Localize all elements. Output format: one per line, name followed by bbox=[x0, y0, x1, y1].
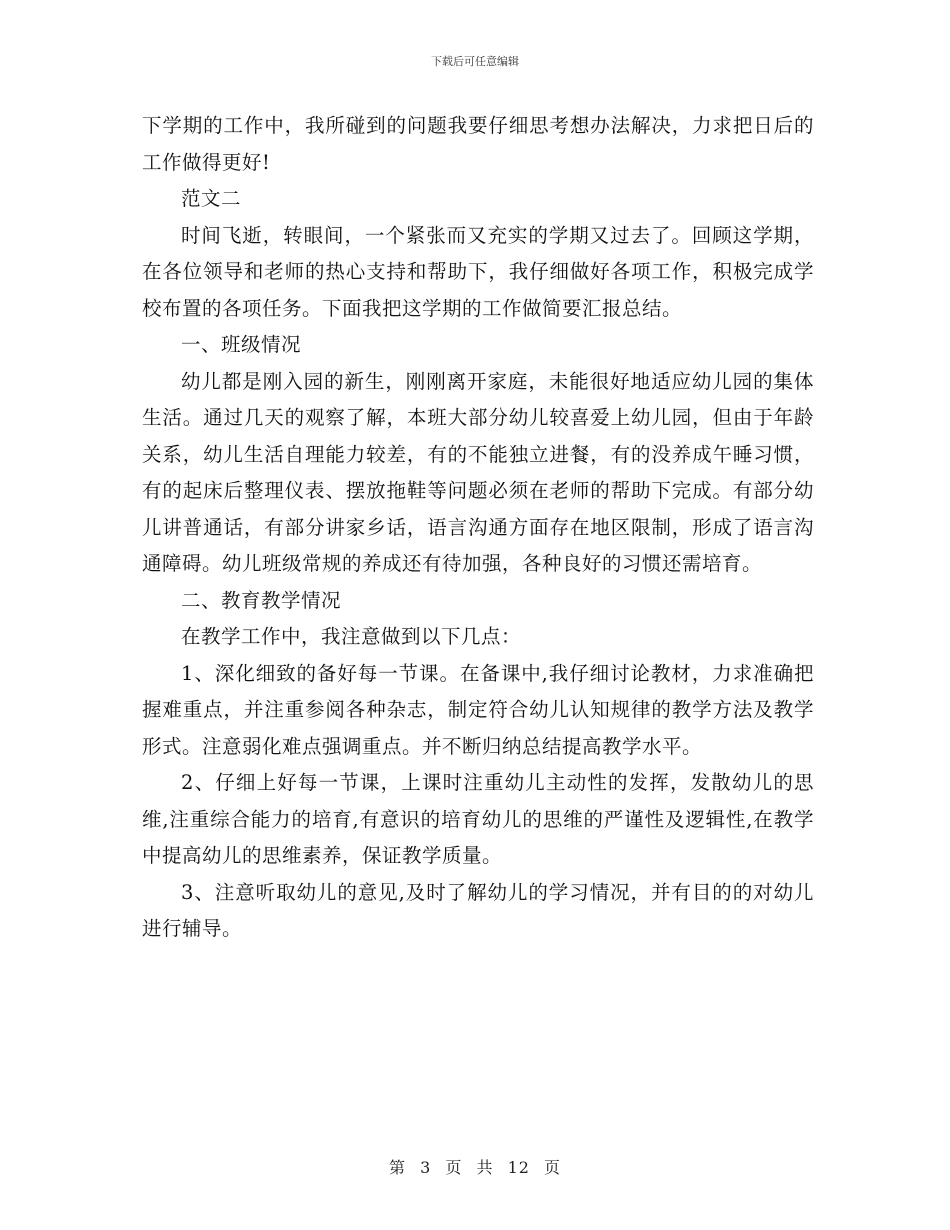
paragraph-1: 下学期的工作中，我所碰到的问题我要仔细思考想办法解决，力求把日后的工作做得更好! bbox=[142, 114, 814, 174]
section-title-sample-two: 范文二 bbox=[181, 187, 242, 210]
footer-total-prefix: 共 bbox=[476, 1158, 494, 1177]
list-item-2: 2、仔细上好每一节课，上课时注重幼儿主动性的发挥，发散幼儿的思维,注重综合能力的培育,有意识的培育幼儿的思维的严谨性及逻辑性,在教学中提高幼儿的思维素养，保证教学质量。 bbox=[142, 771, 814, 867]
page-footer bbox=[0, 1155, 950, 1178]
paragraph-intro: 时间飞逝，转眼间，一个紧张而又充实的学期又过去了。回顾这学期，在各位领导和老师的热心支持和帮助下，我仔细做好各项工作，积极完成学校布置的各项任务。下面我把这学期的工作做简要汇报总结。 bbox=[142, 223, 814, 320]
footer-prefix: 第 bbox=[388, 1158, 406, 1177]
list-item-1: 1、深化细致的备好每一节课。在备课中,我仔细讨论教材，力求准确把握难重点，并注重参阅各种杂志，制定符合幼儿认知规律的教学方法及教学形式。注意弱化难点强调重点。并不断归纳总结提高教学水平。 bbox=[142, 661, 814, 758]
paragraph-class-situation: 幼儿都是刚入园的新生，刚刚离开家庭，未能很好地适应幼儿园的集体生活。通过几天的观察了解，本班大部分幼儿较喜爱上幼儿园，但由于年龄关系，幼儿生活自理能力较差，有的不能独立进餐，有的没养成午睡习惯，有的起床后整理仪表、摆放拖鞋等问题必须在老师的帮助下完成。有部分幼儿讲普通话，有部分讲家乡话，语言沟通方面存在地区限制，形成了语言沟通障碍。幼儿班级常规的养成还有待加强，各种良好的习惯还需培育。 bbox=[142, 369, 814, 575]
list-item-3: 3、注意听取幼儿的意见,及时了解幼儿的学习情况，并有目的的对幼儿进行辅导。 bbox=[142, 880, 814, 940]
current-page-number: 3 bbox=[420, 1158, 432, 1177]
document-body bbox=[142, 108, 814, 948]
page-header: 下载后可任意编辑 bbox=[431, 55, 519, 68]
heading-class-situation: 一、班级情况 bbox=[181, 333, 302, 356]
paragraph-teaching-intro: 在教学工作中，我注意做到以下几点： bbox=[181, 625, 522, 648]
total-pages-number: 12 bbox=[507, 1158, 530, 1177]
heading-teaching-situation: 二、教育教学情况 bbox=[181, 588, 342, 612]
footer-page-label: 页 bbox=[445, 1158, 463, 1177]
footer-total-label: 页 bbox=[544, 1158, 562, 1177]
